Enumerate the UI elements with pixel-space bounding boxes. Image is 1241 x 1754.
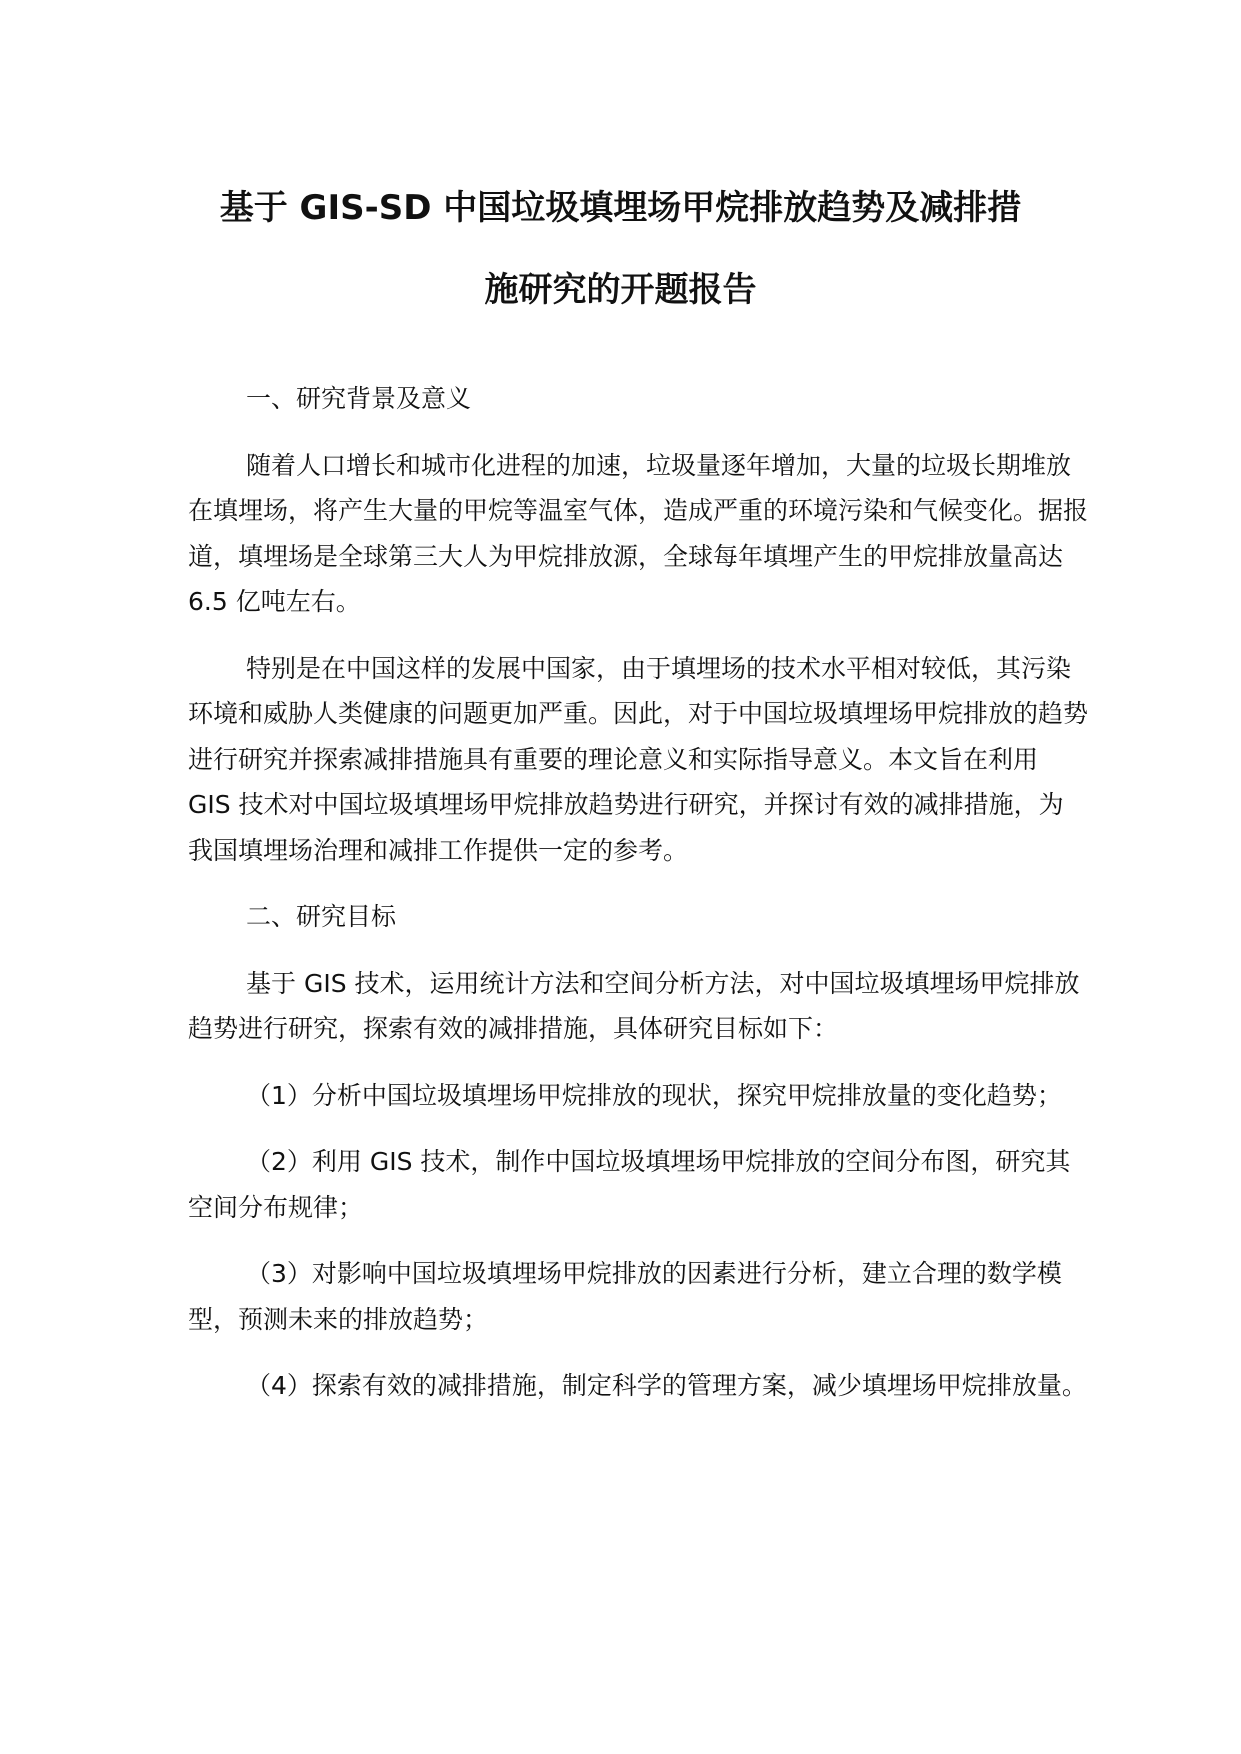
document-body bbox=[188, 376, 1088, 1430]
section-heading-goals: 二、研究目标 bbox=[246, 902, 397, 931]
goal-item-1: （1）分析中国垃圾填埋场甲烷排放的现状，探究甲烷排放量的变化趋势； bbox=[246, 1080, 1062, 1110]
section-heading-background: 一、研究背景及意义 bbox=[246, 384, 472, 413]
goal-item-2: （2）利用 GIS 技术，制作中国垃圾填埋场甲烷排放的空间分布图，研究其空间分布规律； bbox=[188, 1147, 1071, 1222]
document-title-line-2: 施研究的开题报告 bbox=[484, 270, 757, 310]
document-title-line-1: 基于 GIS-SD 中国垃圾填埋场甲烷排放趋势及减排措 bbox=[219, 188, 1022, 228]
paragraph-goals-intro: 基于 GIS 技术，运用统计方法和空间分析方法，对中国垃圾填埋场甲烷排放趋势进行研究，探索有效的减排措施，具体研究目标如下： bbox=[188, 968, 1080, 1043]
paragraph-background-2: 特别是在中国这样的发展中国家，由于填埋场的技术水平相对较低，其污染环境和威胁人类健康的问题更加严重。因此，对于中国垃圾填埋场甲烷排放的趋势进行研究并探索减排措施具有重要的理论意义和实际指导意义。本文旨在利用 GIS 技术对中国垃圾填埋场甲烷排放趋势进行研究，并探讨有效的减排措施，为我国填埋场治理和减排工作提供一定的参考。 bbox=[188, 653, 1089, 865]
goal-item-4: （4）探索有效的减排措施，制定科学的管理方案，减少填埋场甲烷排放量。 bbox=[246, 1371, 1087, 1400]
goal-item-3: （3）对影响中国垃圾填埋场甲烷排放的因素进行分析，建立合理的数学模型，预测未来的排放趋势； bbox=[188, 1259, 1062, 1334]
paragraph-background-1: 随着人口增长和城市化进程的加速，垃圾量逐年增加，大量的垃圾长期堆放在填埋场，将产生大量的甲烷等温室气体，造成严重的环境污染和气候变化。据报道，填埋场是全球第三大人为甲烷排放源，全球每年填埋产生的甲烷排放量高达 6.5 亿吨左右。 bbox=[188, 450, 1089, 616]
